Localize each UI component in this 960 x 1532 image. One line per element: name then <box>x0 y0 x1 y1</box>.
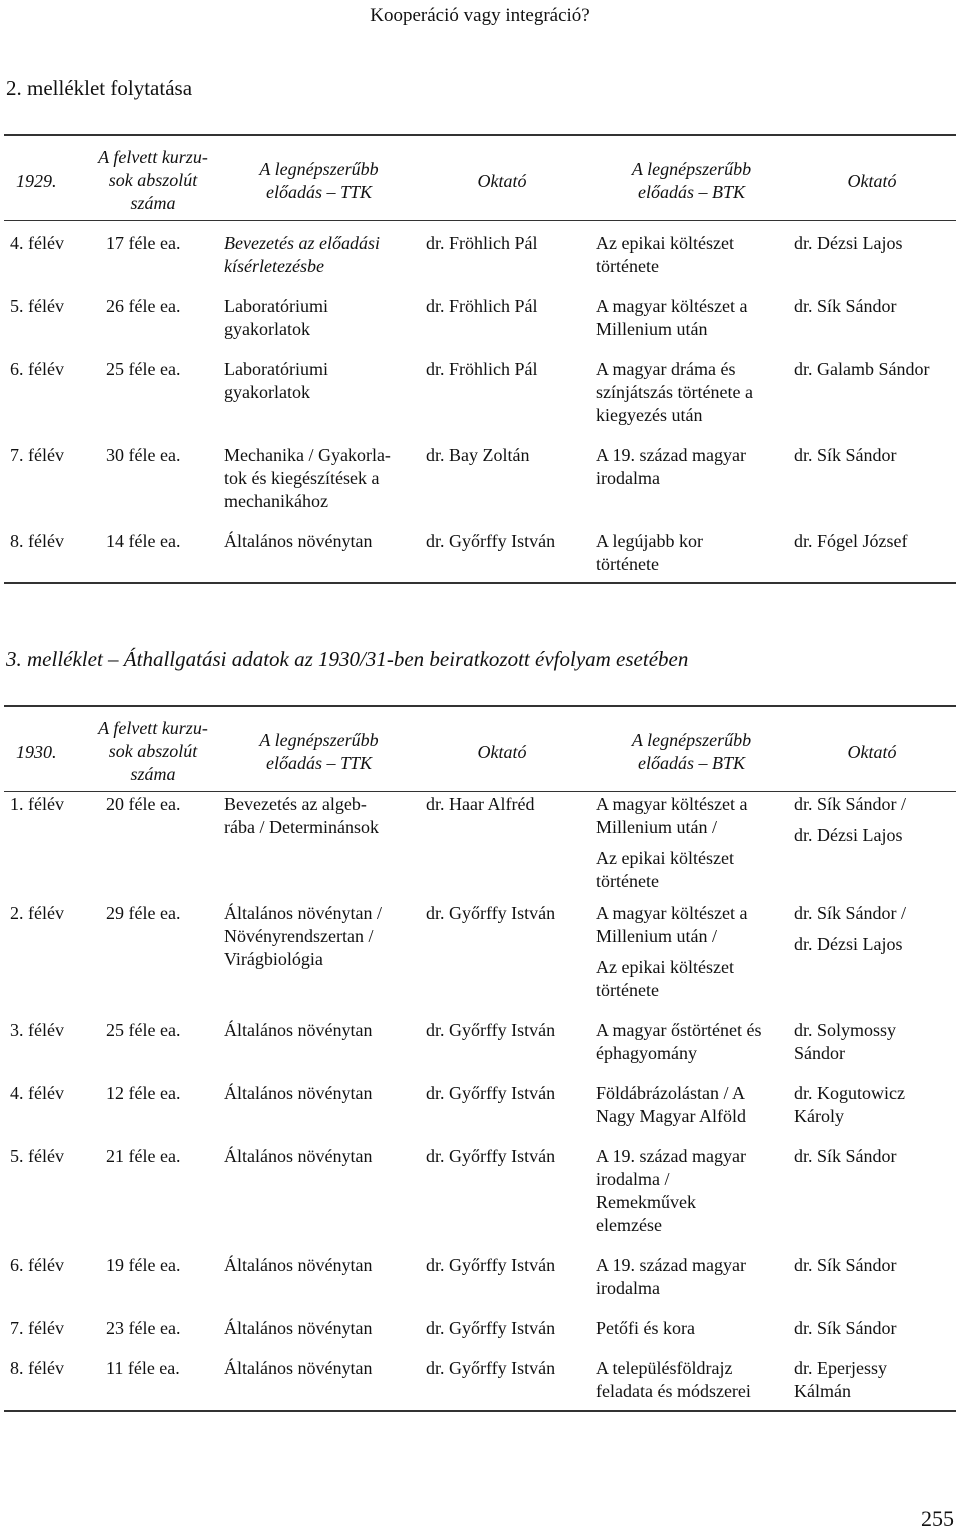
btk-lecture-cell: A magyar költészet a Millenium után <box>596 296 748 339</box>
ttk-lecture-cell: Általános növénytan / Növényrendszertan / Virágbiológia <box>224 903 382 969</box>
btk-instructor-cell: dr. Solymossy Sándor <box>794 1020 897 1063</box>
semester-cell: 1. félév <box>10 794 64 814</box>
table-header-rule <box>4 220 956 221</box>
header-course-count: A felvett kurzu- sok abszolút száma <box>98 147 208 213</box>
semester-cell: 3. félév <box>10 1020 64 1040</box>
header-instructor: Oktató <box>477 742 527 762</box>
course-count-cell: 17 féle ea. <box>106 233 181 253</box>
semester-cell: 7. félév <box>10 445 64 465</box>
ttk-lecture-cell: Laboratóriumi gyakorlatok <box>224 296 328 339</box>
ttk-lecture-cell: Bevezetés az előadási kísérletezésbe <box>224 233 380 276</box>
header-btk-lecture: A legnépszerűbb előadás – BTK <box>631 730 752 773</box>
btk-instructor-cell: dr. Sík Sándor <box>794 1146 897 1166</box>
ttk-instructor-cell: dr. Győrffy István <box>426 1083 556 1103</box>
btk-instructor-cell: dr. Dézsi Lajos <box>794 233 903 253</box>
ttk-lecture-cell: Általános növénytan <box>224 1358 373 1378</box>
semester-cell: 5. félév <box>10 296 64 316</box>
header-instructor: Oktató <box>477 171 527 191</box>
btk-lecture-cell: A magyar költészet a Millenium után / Az epikai költészet története <box>596 794 748 891</box>
btk-instructor-cell: dr. Galamb Sándor <box>794 359 930 379</box>
semester-cell: 5. félév <box>10 1146 64 1166</box>
btk-lecture-cell: Petőfi és kora <box>596 1318 695 1338</box>
course-count-cell: 20 féle ea. <box>106 794 181 814</box>
header-year: 1930. <box>16 742 57 762</box>
course-count-cell: 11 féle ea. <box>106 1358 180 1378</box>
course-count-cell: 25 féle ea. <box>106 359 181 379</box>
btk-instructor-cell: dr. Eperjessy Kálmán <box>794 1358 887 1401</box>
ttk-lecture-cell: Általános növénytan <box>224 1318 373 1338</box>
ttk-lecture-cell: Bevezetés az algeb- rába / Determinánsok <box>224 794 379 837</box>
ttk-lecture-cell: Általános növénytan <box>224 1146 373 1166</box>
semester-cell: 7. félév <box>10 1318 64 1338</box>
ttk-lecture-cell: Általános növénytan <box>224 1020 373 1040</box>
section-title-3-melleklet: 3. melléklet – Áthallgatási adatok az 1930/31-ben beiratkozott évfolyam esetében <box>6 647 689 671</box>
ttk-instructor-cell: dr. Győrffy István <box>426 1020 556 1040</box>
ttk-instructor-cell: dr. Fröhlich Pál <box>426 233 538 253</box>
btk-lecture-cell: A 19. század magyar irodalma / Remekművek elemzése <box>596 1146 746 1235</box>
semester-cell: 4. félév <box>10 233 64 253</box>
btk-lecture-cell: A magyar őstörténet és éphagyomány <box>596 1020 762 1063</box>
btk-lecture-cell: A magyar költészet a Millenium után / Az epikai költészet története <box>596 903 748 1000</box>
btk-lecture-cell: A legújabb kor története <box>596 531 703 574</box>
course-count-cell: 29 féle ea. <box>106 903 181 923</box>
page-number: 255 <box>921 1506 954 1531</box>
btk-lecture-cell: A településföldrajz feladata és módszerei <box>596 1358 751 1401</box>
course-count-cell: 23 féle ea. <box>106 1318 181 1338</box>
btk-instructor-cell: dr. Sík Sándor <box>794 1318 897 1338</box>
header-ttk-lecture: A legnépszerűbb előadás – TTK <box>259 159 379 202</box>
ttk-lecture-cell: Laboratóriumi gyakorlatok <box>224 359 328 402</box>
course-count-cell: 30 féle ea. <box>106 445 181 465</box>
header-course-count: A felvett kurzu- sok abszolút száma <box>98 718 208 784</box>
ttk-instructor-cell: dr. Fröhlich Pál <box>426 296 538 316</box>
btk-instructor-cell: dr. Sík Sándor <box>794 296 897 316</box>
course-count-cell: 25 féle ea. <box>106 1020 181 1040</box>
header-ttk-lecture: A legnépszerűbb előadás – TTK <box>259 730 379 773</box>
semester-cell: 6. félév <box>10 359 64 379</box>
header-btk-lecture: A legnépszerűbb előadás – BTK <box>631 159 752 202</box>
btk-instructor-cell: dr. Fógel József <box>794 531 908 551</box>
btk-lecture-cell: A magyar dráma és színjátszás története a kiegyezés után <box>596 359 753 425</box>
course-count-cell: 19 féle ea. <box>106 1255 181 1275</box>
table-top-rule <box>4 705 956 707</box>
btk-lecture-cell: Földábrázolástan / A Nagy Magyar Alföld <box>596 1083 746 1126</box>
semester-cell: 2. félév <box>10 903 64 923</box>
btk-lecture-cell: A 19. század magyar irodalma <box>596 1255 746 1298</box>
btk-instructor-cell: dr. Kogutowicz Károly <box>794 1083 905 1126</box>
section-title-2-melleklet: 2. melléklet folytatása <box>6 76 193 100</box>
btk-lecture-cell: Az epikai költészet története <box>596 233 734 276</box>
header-year: 1929. <box>16 171 57 191</box>
running-head: Kooperáció vagy integráció? <box>370 5 590 26</box>
ttk-instructor-cell: dr. Győrffy István <box>426 531 556 551</box>
btk-instructor-cell: dr. Sík Sándor / dr. Dézsi Lajos <box>794 794 907 845</box>
header-instructor-btk: Oktató <box>847 171 897 191</box>
btk-instructor-cell: dr. Sík Sándor <box>794 445 897 465</box>
ttk-instructor-cell: dr. Fröhlich Pál <box>426 359 538 379</box>
ttk-lecture-cell: Általános növénytan <box>224 531 373 551</box>
ttk-instructor-cell: dr. Győrffy István <box>426 1146 556 1166</box>
semester-cell: 6. félév <box>10 1255 64 1275</box>
header-instructor-btk: Oktató <box>847 742 897 762</box>
course-count-cell: 12 féle ea. <box>106 1083 181 1103</box>
table-header-rule <box>4 791 956 792</box>
table-1930 <box>4 705 956 1417</box>
table-top-rule <box>4 134 956 136</box>
semester-cell: 8. félév <box>10 531 64 551</box>
ttk-instructor-cell: dr. Bay Zoltán <box>426 445 530 465</box>
btk-instructor-cell: dr. Sík Sándor <box>794 1255 897 1275</box>
btk-instructor-cell: dr. Sík Sándor / dr. Dézsi Lajos <box>794 903 907 954</box>
ttk-instructor-cell: dr. Győrffy István <box>426 1255 556 1275</box>
ttk-lecture-cell: Általános növénytan <box>224 1255 373 1275</box>
table-1929 <box>4 134 956 590</box>
ttk-instructor-cell: dr. Győrffy István <box>426 903 556 923</box>
table-bottom-rule <box>4 1410 956 1412</box>
ttk-lecture-cell: Mechanika / Gyakorla- tok és kiegészítések a mechanikához <box>224 445 391 511</box>
btk-lecture-cell: A 19. század magyar irodalma <box>596 445 746 488</box>
ttk-instructor-cell: dr. Haar Alfréd <box>426 794 535 814</box>
course-count-cell: 21 féle ea. <box>106 1146 181 1166</box>
semester-cell: 4. félév <box>10 1083 64 1103</box>
course-count-cell: 14 féle ea. <box>106 531 181 551</box>
ttk-instructor-cell: dr. Győrffy István <box>426 1318 556 1338</box>
ttk-instructor-cell: dr. Győrffy István <box>426 1358 556 1378</box>
semester-cell: 8. félév <box>10 1358 64 1378</box>
table-bottom-rule <box>4 582 956 584</box>
course-count-cell: 26 féle ea. <box>106 296 181 316</box>
ttk-lecture-cell: Általános növénytan <box>224 1083 373 1103</box>
